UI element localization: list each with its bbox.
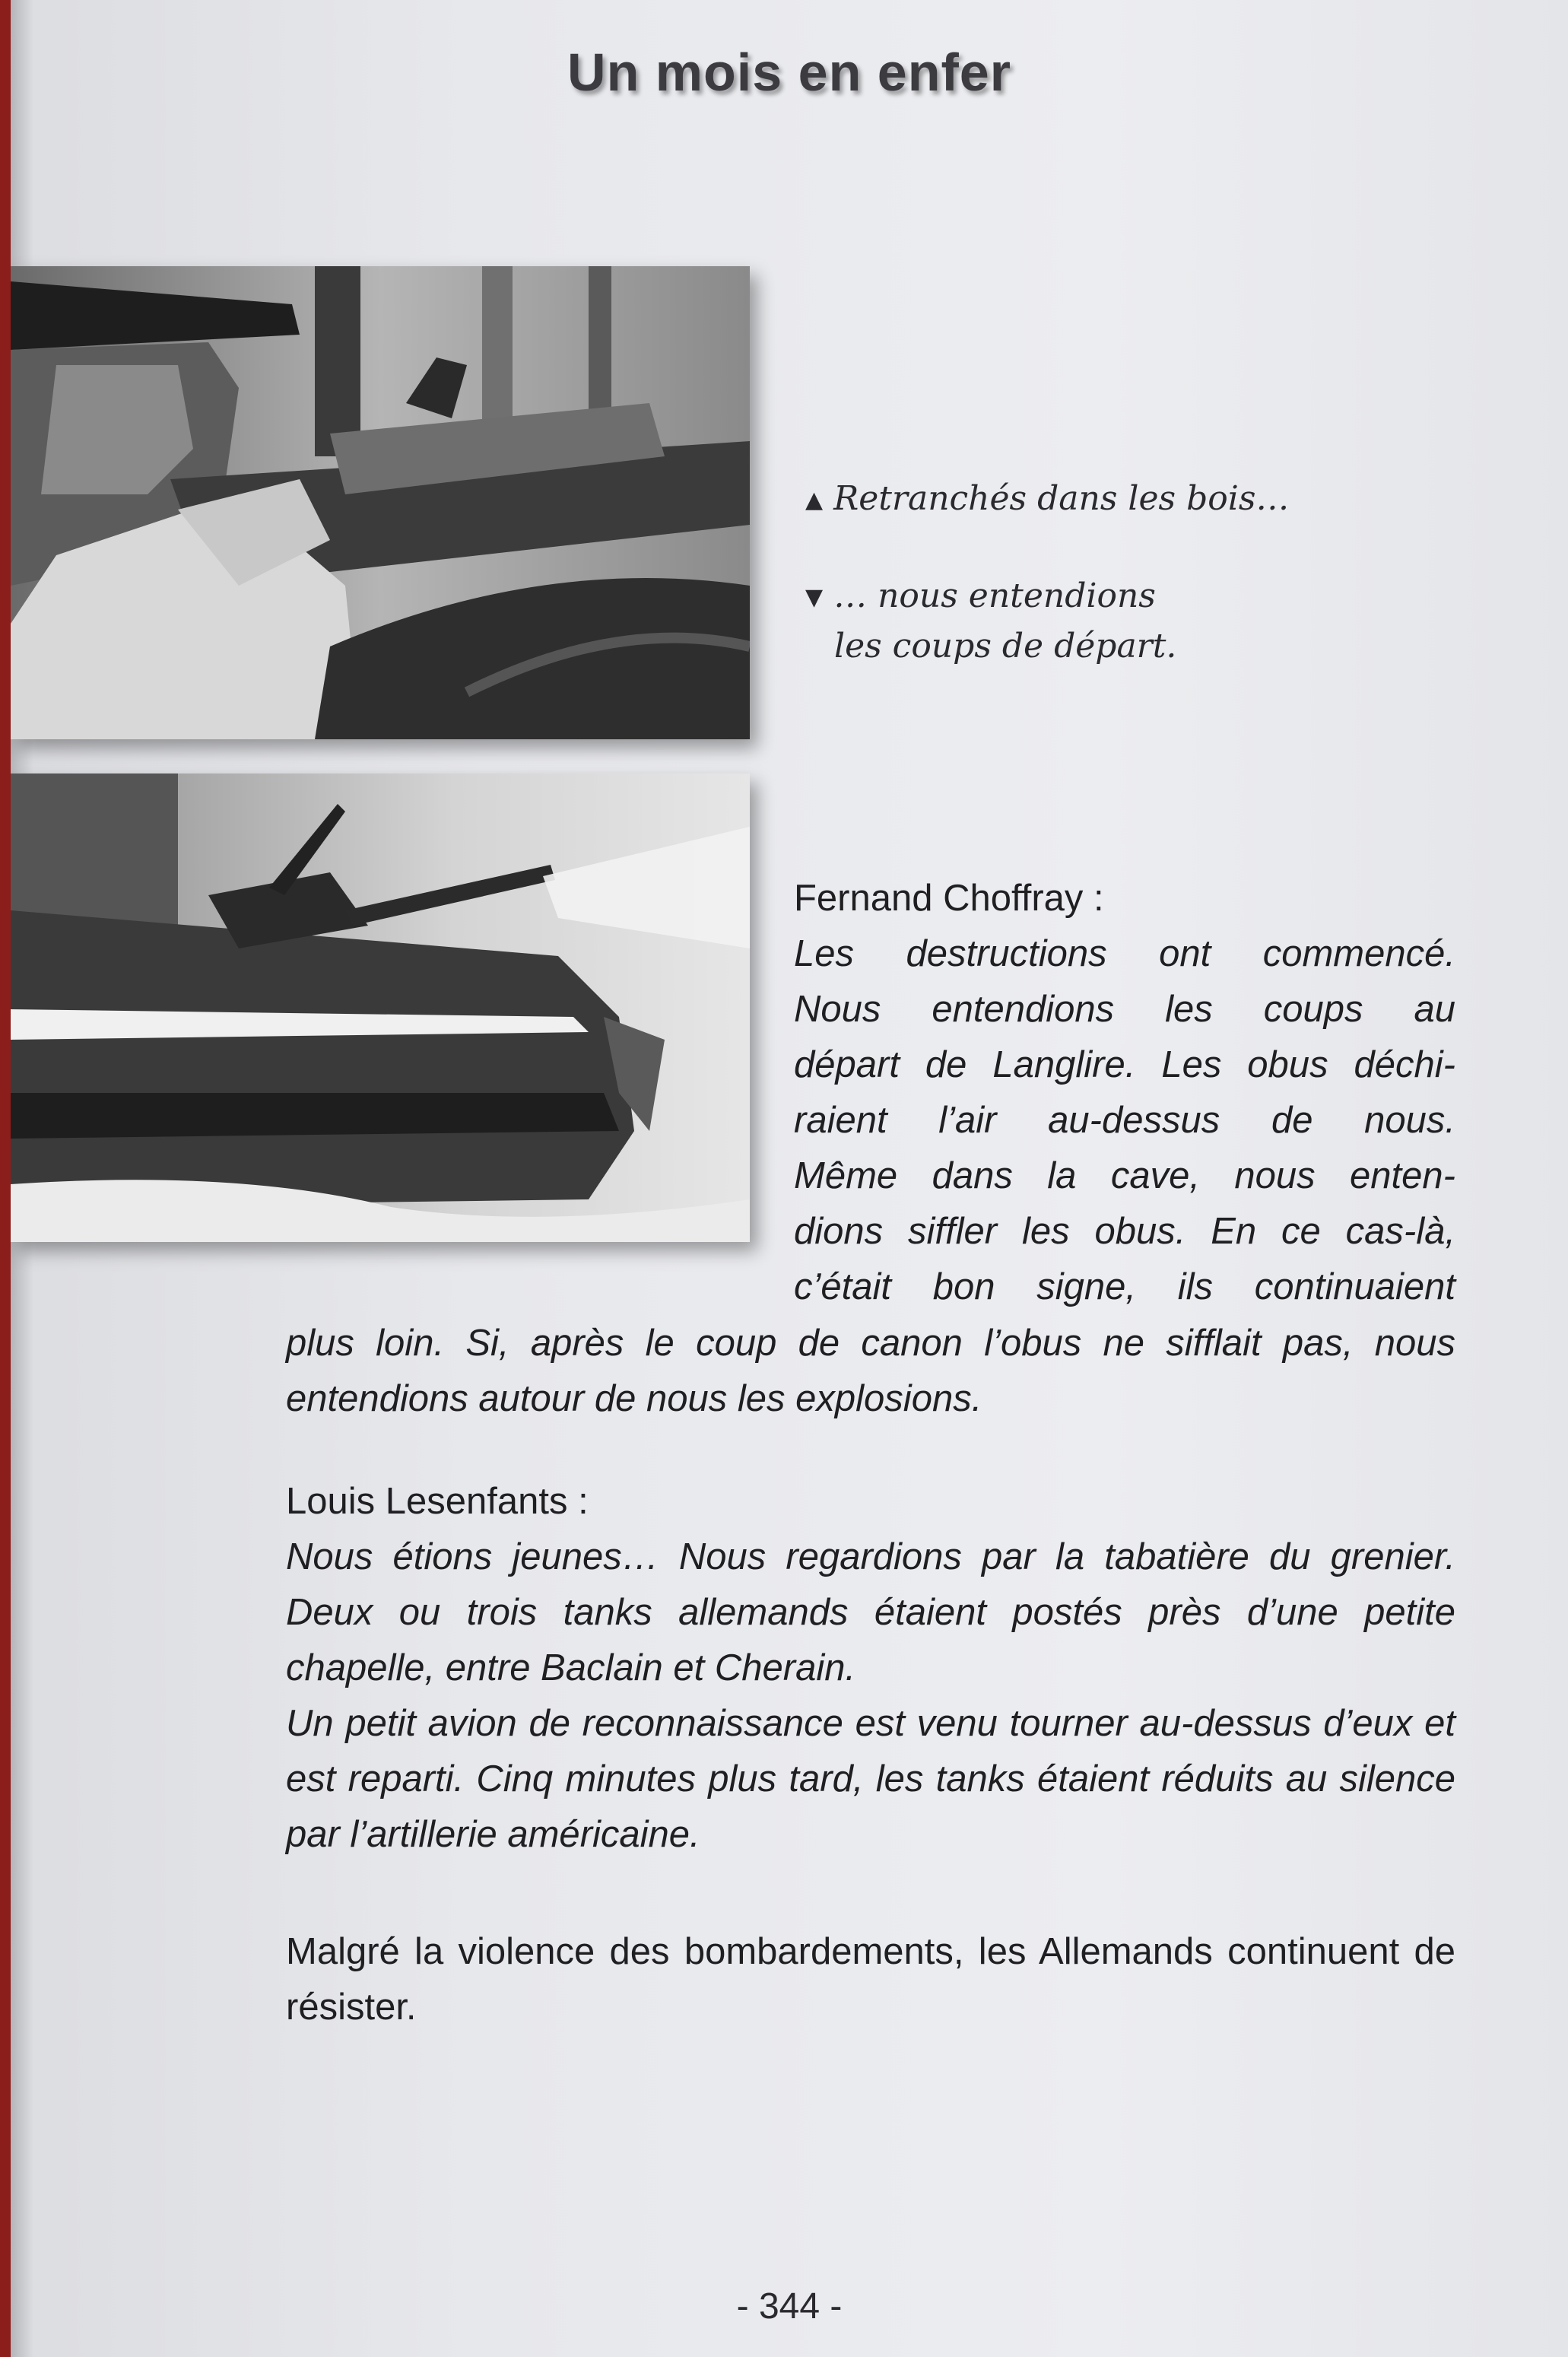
testimony-1-continuation: [286, 1316, 1455, 1427]
testimony-1-line: Nous entendions les coups au: [794, 989, 1455, 1030]
testimony-2-paragraph: Nous étions jeunes… Nous regardions par la tabatière du grenier. Deux ou trois tanks allemands étaient postés près d’une petite chapelle, entre Baclain et Cherain.: [286, 1536, 1455, 1688]
photo-soldier-rifle: [11, 266, 750, 739]
caption-top: [805, 475, 1376, 525]
testimony-1-text: [794, 926, 1455, 1315]
testimony-1-line: plus loin. Si, après le coup de canon l’obus ne sifflait pas, nous: [286, 1323, 1455, 1364]
speaker-fernand-choffray: Fernand Choffray :: [794, 878, 1104, 919]
photo-tank-snow: [11, 773, 750, 1242]
caption-bottom-line-1: … nous entendions: [833, 577, 1156, 615]
testimony-1-line: entendions autour de nous les explosions.: [286, 1378, 982, 1419]
page-number: - 344 -: [736, 2286, 843, 2327]
running-title: Un mois en enfer: [567, 43, 1011, 102]
testimony-1-line: c’était bon signe, ils continuaient: [794, 1266, 1455, 1307]
testimony-1-line: dions siffler les obus. En ce cas-là,: [794, 1211, 1455, 1252]
tank-snow-image: [11, 773, 750, 1242]
testimony-1-line: Même dans la cave, nous enten-: [794, 1155, 1455, 1196]
triangle-down-icon: ▼: [805, 584, 824, 611]
caption-bottom: [805, 572, 1376, 671]
conclusion-paragraph: Malgré la violence des bombardements, les Allemands continuent de résister.: [286, 1931, 1455, 2028]
testimony-1-line: Les destructions ont commencé.: [794, 933, 1455, 974]
triangle-up-icon: ▲: [805, 487, 824, 513]
testimony-2-paragraph: Un petit avion de reconnaissance est venu tourner au-dessus d’eux et est reparti. Cinq minutes plus tard, les tanks étaient réduits au silence par l’artillerie américaine.: [286, 1703, 1455, 1855]
testimony-1-line: départ de Langlire. Les obus déchi-: [794, 1044, 1455, 1085]
speaker-louis-lesenfants: Louis Lesenfants :: [286, 1481, 589, 1522]
book-page: [11, 0, 1568, 2357]
soldier-rifle-image: [11, 266, 750, 739]
caption-bottom-line-2: les coups de départ.: [834, 627, 1177, 665]
testimony-2-text: [286, 1530, 1455, 1863]
caption-top-text: Retranchés dans les bois…: [833, 479, 1290, 518]
testimony-1-line: raient l’air au-dessus de nous.: [794, 1100, 1455, 1141]
